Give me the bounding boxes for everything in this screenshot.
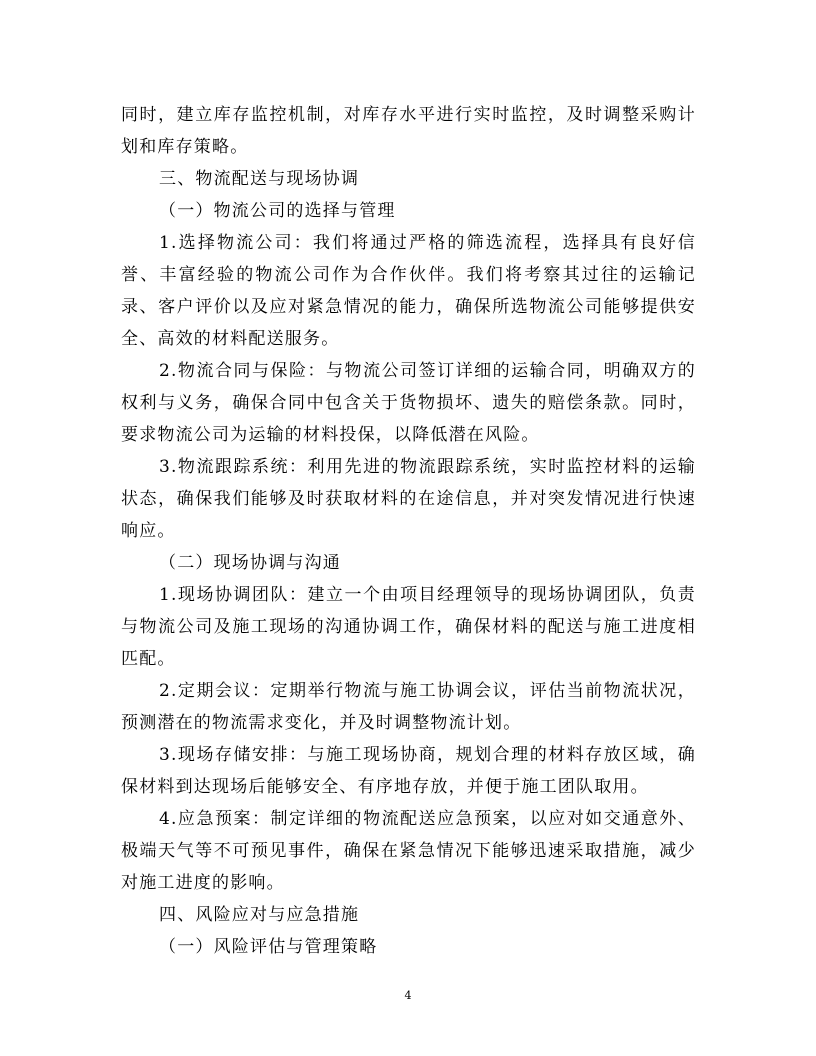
paragraph-emergency-plan: 4.应急预案：制定详细的物流配送应急预案，以应对如交通意外、极端天气等不可预见事件，确保在紧急情况下能够迅速采取措施，减少对施工进度的影响。 [121, 809, 696, 893]
paragraph-logistics-selection: 1.选择物流公司：我们将通过严格的筛选流程，选择具有良好信誉、丰富经验的物流公司作为合作伙伴。我们将考察其过往的运输记录、客户评价以及应对紧急情况的能力，确保所选物流公司能够提供安全、高效的材料配送服务。 [121, 233, 696, 349]
paragraph-site-storage: 3.现场存储安排：与施工现场协商，规划合理的材料存放区域，确保材料到达现场后能够安全、有序地存放，并便于施工团队取用。 [121, 745, 696, 797]
section-heading-3: 三、物流配送与现场协调 [159, 169, 360, 189]
subsection-heading-3-1: （一）物流公司的选择与管理 [159, 201, 396, 221]
subsection-heading-3-2: （二）现场协调与沟通 [159, 553, 341, 573]
paragraph-logistics-contract: 2.物流合同与保险：与物流公司签订详细的运输合同，明确双方的权利与义务，确保合同中包含关于货物损坏、遗失的赔偿条款。同时，要求物流公司为运输的材料投保，以降低潜在风险。 [121, 361, 696, 445]
paragraph-site-team: 1.现场协调团队：建立一个由项目经理领导的现场协调团队，负责与物流公司及施工现场的沟通协调工作，确保材料的配送与施工进度相匹配。 [121, 585, 696, 669]
section-heading-4: 四、风险应对与应急措施 [159, 905, 360, 925]
paragraph-continuation: 同时，建立库存监控机制，对库存水平进行实时监控，及时调整采购计划和库存策略。 [121, 105, 696, 157]
page-number: 4 [404, 989, 412, 1002]
subsection-heading-4-1: （一）风险评估与管理策略 [159, 937, 378, 957]
paragraph-regular-meetings: 2.定期会议：定期举行物流与施工协调会议，评估当前物流状况，预测潜在的物流需求变化，并及时调整物流计划。 [121, 681, 696, 733]
document-body [121, 99, 696, 963]
paragraph-logistics-tracking: 3.物流跟踪系统：利用先进的物流跟踪系统，实时监控材料的运输状态，确保我们能够及时获取材料的在途信息，并对突发情况进行快速响应。 [121, 457, 696, 541]
